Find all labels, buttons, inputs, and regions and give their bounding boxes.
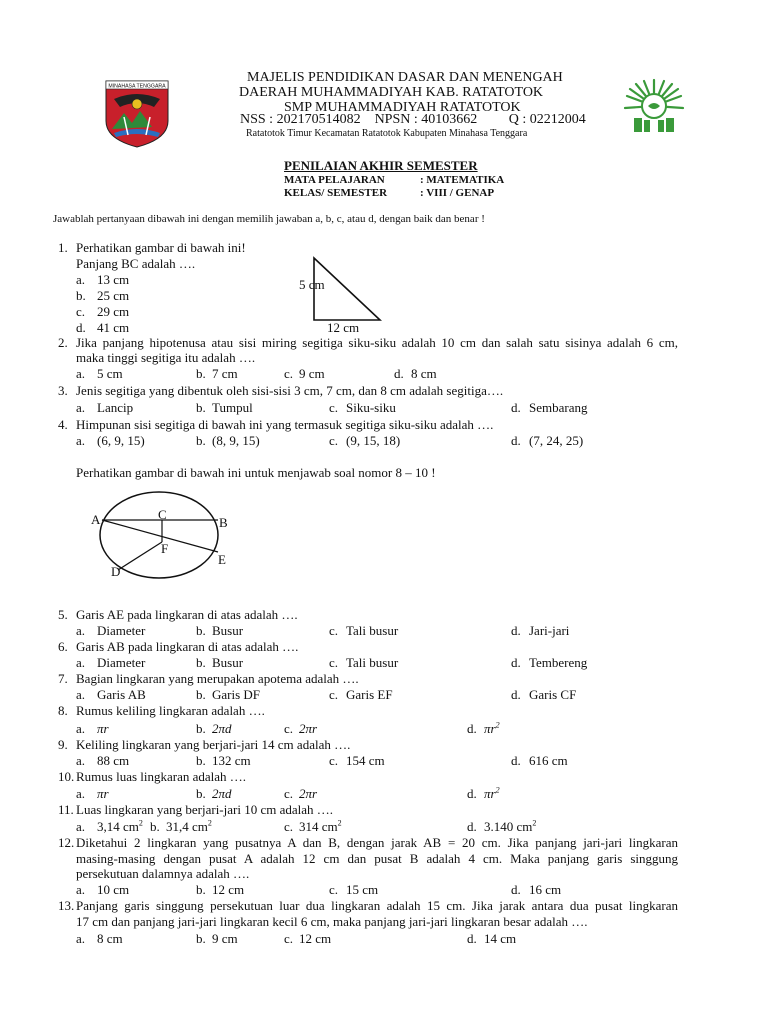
question-number: 7.	[58, 671, 68, 686]
option-letter: b.	[196, 753, 206, 768]
option-d[interactable]: 616 cm	[529, 753, 568, 768]
option-letter: d.	[511, 655, 521, 670]
option-d[interactable]: (7, 24, 25)	[529, 433, 584, 448]
option-a[interactable]: 88 cm	[97, 753, 130, 768]
subject-value: : MATEMATIKA	[420, 174, 505, 186]
option-c[interactable]: 29 cm	[97, 304, 130, 319]
question-text: Bagian lingkaran yang merupakan apotema adalah ….	[76, 671, 359, 686]
instruction-text: Jawablah pertanyaan dibawah ini dengan memilih jawaban a, b, c, atau d, dengan baik dan benar !	[53, 213, 485, 225]
option-b[interactable]: Busur	[212, 655, 244, 670]
option-letter: d.	[511, 433, 521, 448]
header-line-4: NSS : 202170514082 NPSN : 40103662 Q : 02212004	[240, 112, 586, 127]
option-letter: a.	[76, 753, 86, 768]
question-text: Perhatikan gambar di bawah ini!	[76, 240, 246, 255]
question-text: Garis AB pada lingkaran di atas adalah ….	[76, 639, 299, 654]
option-letter: a.	[76, 433, 86, 448]
option-letter: b.	[196, 623, 206, 638]
option-letter: b.	[196, 655, 206, 670]
muhammadiyah-logo	[622, 76, 686, 136]
option-a[interactable]: Diameter	[97, 655, 146, 670]
point-label-a: A	[91, 512, 101, 527]
option-c[interactable]: 154 cm	[346, 753, 385, 768]
option-d-base: πr	[484, 721, 496, 736]
point-label-b: B	[219, 515, 228, 530]
option-c-value: 314 cm	[299, 819, 338, 834]
option-a[interactable]: Garis AB	[97, 687, 146, 702]
option-letter: b.	[196, 786, 206, 801]
option-letter: d.	[511, 623, 521, 638]
option-b[interactable]	[166, 819, 212, 834]
exponent: 2	[138, 818, 143, 828]
option-letter: a.	[76, 786, 86, 801]
exponent: 2	[207, 818, 212, 828]
question-text: Panjang BC adalah ….	[76, 256, 196, 271]
option-letter: a.	[76, 687, 86, 702]
option-c[interactable]: 15 cm	[346, 882, 379, 897]
question-text: masing-masing dengan pusat A adalah 12 cm dan pusat B adalah 4 cm. Maka panjang garis singgung	[76, 851, 678, 866]
option-a[interactable]: πr	[97, 721, 109, 736]
option-d-value: 3.140 cm	[484, 819, 533, 834]
option-letter: a.	[76, 882, 86, 897]
point-label-e: E	[218, 552, 226, 567]
option-letter: d.	[511, 753, 521, 768]
option-c[interactable]: Garis EF	[346, 687, 393, 702]
question-number: 1.	[58, 240, 68, 255]
option-c[interactable]: 2πr	[299, 721, 318, 736]
header-address: Ratatotok Timur Kecamatan Ratatotok Kabupaten Minahasa Tenggara	[246, 128, 528, 139]
regency-logo	[102, 77, 172, 149]
option-letter: b.	[150, 819, 160, 834]
option-b[interactable]: 132 cm	[212, 753, 251, 768]
logo-caption: MINAHASA TENGGARA	[108, 83, 166, 90]
option-letter: c.	[329, 400, 339, 415]
option-letter: b.	[196, 366, 206, 381]
option-letter: c.	[329, 687, 339, 702]
point-label-f: F	[161, 541, 169, 556]
option-letter: c.	[284, 931, 294, 946]
option-letter: c.	[284, 819, 294, 834]
option-c[interactable]	[299, 819, 342, 834]
header-line-2: DAERAH MUHAMMADIYAH KAB. RATATOTOK	[239, 85, 544, 100]
option-letter: a.	[76, 366, 86, 381]
question-text: maka tinggi segitiga itu adalah ….	[76, 350, 256, 365]
figure-instruction: Perhatikan gambar di bawah ini untuk menjawab soal nomor 8 – 10 !	[76, 465, 436, 480]
option-b-value: 31,4 cm	[166, 819, 208, 834]
question-text: Rumus luas lingkaran adalah ….	[76, 769, 247, 784]
exponent: 2	[495, 720, 500, 730]
option-a-value: 3,14 cm	[97, 819, 139, 834]
triangle-base-label: 12 cm	[327, 320, 360, 335]
option-a[interactable]: (6, 9, 15)	[97, 433, 145, 448]
option-a[interactable]	[97, 819, 143, 834]
option-b[interactable]: Garis DF	[212, 687, 261, 702]
option-letter: b.	[196, 931, 206, 946]
question-text: Luas lingkaran yang berjari-jari 10 cm adalah ….	[76, 802, 334, 817]
header-line-3: SMP MUHAMMADIYAH RATATOTOK	[284, 100, 521, 115]
point-label-d: D	[111, 564, 121, 579]
option-letter: b.	[76, 288, 86, 303]
option-d[interactable]: 41 cm	[97, 320, 130, 335]
exponent: 2	[495, 785, 500, 795]
option-letter: a.	[76, 721, 86, 736]
option-letter: a.	[76, 623, 86, 638]
option-b[interactable]: Tumpul	[212, 400, 253, 415]
question-number: 9.	[58, 737, 68, 752]
option-letter: c.	[76, 304, 86, 319]
option-c[interactable]: 9 cm	[299, 366, 325, 381]
option-letter: d.	[511, 687, 521, 702]
option-letter: d.	[467, 721, 477, 736]
option-d[interactable]: Tembereng	[529, 655, 588, 670]
point-label-c: C	[158, 507, 167, 522]
option-d[interactable]: 14 cm	[484, 931, 517, 946]
question-text: Panjang garis singgung persekutuan luar dua lingkaran adalah 15 cm. Jika jarak antara dua pusat lingkaran	[76, 898, 678, 913]
question-text: Diketahui 2 lingkaran yang pusatnya A dan B, dengan jarak AB = 20 cm. Jika panjang jari-jari lingkaran	[76, 835, 678, 850]
option-b[interactable]: (8, 9, 15)	[212, 433, 260, 448]
option-d[interactable]	[484, 819, 536, 834]
option-b[interactable]: 7 cm	[212, 366, 238, 381]
question-text: Rumus keliling lingkaran adalah ….	[76, 703, 265, 718]
question-text: Jenis segitiga yang dibentuk oleh sisi-sisi 3 cm, 7 cm, dan 8 cm adalah segitiga….	[76, 383, 504, 398]
exponent: 2	[532, 818, 537, 828]
option-letter: c.	[329, 882, 339, 897]
option-letter: d.	[467, 819, 477, 834]
option-letter: c.	[284, 366, 294, 381]
option-a[interactable]: 5 cm	[97, 366, 123, 381]
option-d[interactable]: 8 cm	[411, 366, 437, 381]
option-b[interactable]: 25 cm	[97, 288, 130, 303]
exam-title: PENILAIAN AKHIR SEMESTER	[284, 158, 478, 173]
question-number: 10.	[58, 769, 75, 784]
option-letter: c.	[284, 721, 294, 736]
option-letter: d.	[511, 882, 521, 897]
option-letter: d.	[511, 400, 521, 415]
option-a[interactable]: 8 cm	[97, 931, 123, 946]
question-number: 11.	[58, 802, 74, 817]
option-d[interactable]	[484, 721, 500, 736]
option-b[interactable]: Busur	[212, 623, 244, 638]
question-text: Garis AE pada lingkaran di atas adalah ….	[76, 607, 298, 622]
option-c[interactable]: 2πr	[299, 786, 318, 801]
subject-label: MATA PELAJARAN	[284, 174, 385, 186]
option-letter: d.	[394, 366, 404, 381]
option-b[interactable]: 9 cm	[212, 931, 238, 946]
option-d[interactable]: Sembarang	[529, 400, 588, 415]
class-value: : VIII / GENAP	[420, 187, 495, 199]
option-letter: b.	[196, 721, 206, 736]
question-number: 5.	[58, 607, 68, 622]
option-a[interactable]: 13 cm	[97, 272, 130, 287]
option-c[interactable]: (9, 15, 18)	[346, 433, 401, 448]
option-letter: c.	[329, 433, 339, 448]
option-b[interactable]: 2πd	[212, 721, 232, 736]
option-letter: b.	[196, 400, 206, 415]
option-letter: a.	[76, 400, 86, 415]
option-c[interactable]: Tali busur	[346, 655, 399, 670]
option-a[interactable]: πr	[97, 786, 109, 801]
option-c[interactable]: Siku-siku	[346, 400, 396, 415]
option-letter: a.	[76, 272, 86, 287]
option-d-base: πr	[484, 786, 496, 801]
option-letter: c.	[329, 753, 339, 768]
option-letter: d.	[76, 320, 86, 335]
exponent: 2	[337, 818, 342, 828]
option-c[interactable]: Tali busur	[346, 623, 399, 638]
option-a[interactable]: Lancip	[97, 400, 134, 415]
question-number: 12.	[58, 835, 75, 850]
option-letter: b.	[196, 687, 206, 702]
option-d[interactable]: Jari-jari	[529, 623, 570, 638]
option-b[interactable]: 12 cm	[212, 882, 245, 897]
option-d[interactable]: 16 cm	[529, 882, 562, 897]
option-b[interactable]: 2πd	[212, 786, 232, 801]
option-letter: d.	[467, 931, 477, 946]
question-text: persekutuan dalamnya adalah ….	[76, 866, 250, 881]
option-letter: a.	[76, 819, 86, 834]
question-number: 13.	[58, 898, 75, 913]
option-letter: b.	[196, 882, 206, 897]
question-number: 3.	[58, 383, 68, 398]
question-text: Keliling lingkaran yang berjari-jari 14 cm adalah ….	[76, 737, 351, 752]
question-number: 2.	[58, 335, 68, 350]
option-letter: a.	[76, 931, 86, 946]
option-a[interactable]: Diameter	[97, 623, 146, 638]
option-a[interactable]: 10 cm	[97, 882, 130, 897]
option-letter: b.	[196, 433, 206, 448]
option-d[interactable]: Garis CF	[529, 687, 577, 702]
header-line-1: MAJELIS PENDIDIKAN DASAR DAN MENENGAH	[247, 70, 563, 85]
question-text: 17 cm dan panjang jari-jari lingkaran kecil 6 cm, maka panjang jari-jari lingkaran besar adalah ….	[76, 914, 588, 929]
option-letter: c.	[284, 786, 294, 801]
question-number: 4.	[58, 417, 68, 432]
question-number: 6.	[58, 639, 68, 654]
option-c[interactable]: 12 cm	[299, 931, 332, 946]
option-d[interactable]	[484, 786, 500, 801]
question-text: Himpunan sisi segitiga di bawah ini yang termasuk segitiga siku-siku adalah ….	[76, 417, 494, 432]
option-letter: d.	[467, 786, 477, 801]
class-label: KELAS/ SEMESTER	[284, 187, 388, 199]
option-letter: c.	[329, 623, 339, 638]
option-letter: a.	[76, 655, 86, 670]
option-letter: c.	[329, 655, 339, 670]
question-text: Jika panjang hipotenusa atau sisi miring segitiga siku-siku adalah 10 cm dan salah satu sisinya adalah 6 cm,	[76, 335, 678, 350]
triangle-side-label: 5 cm	[299, 277, 325, 292]
question-number: 8.	[58, 703, 68, 718]
